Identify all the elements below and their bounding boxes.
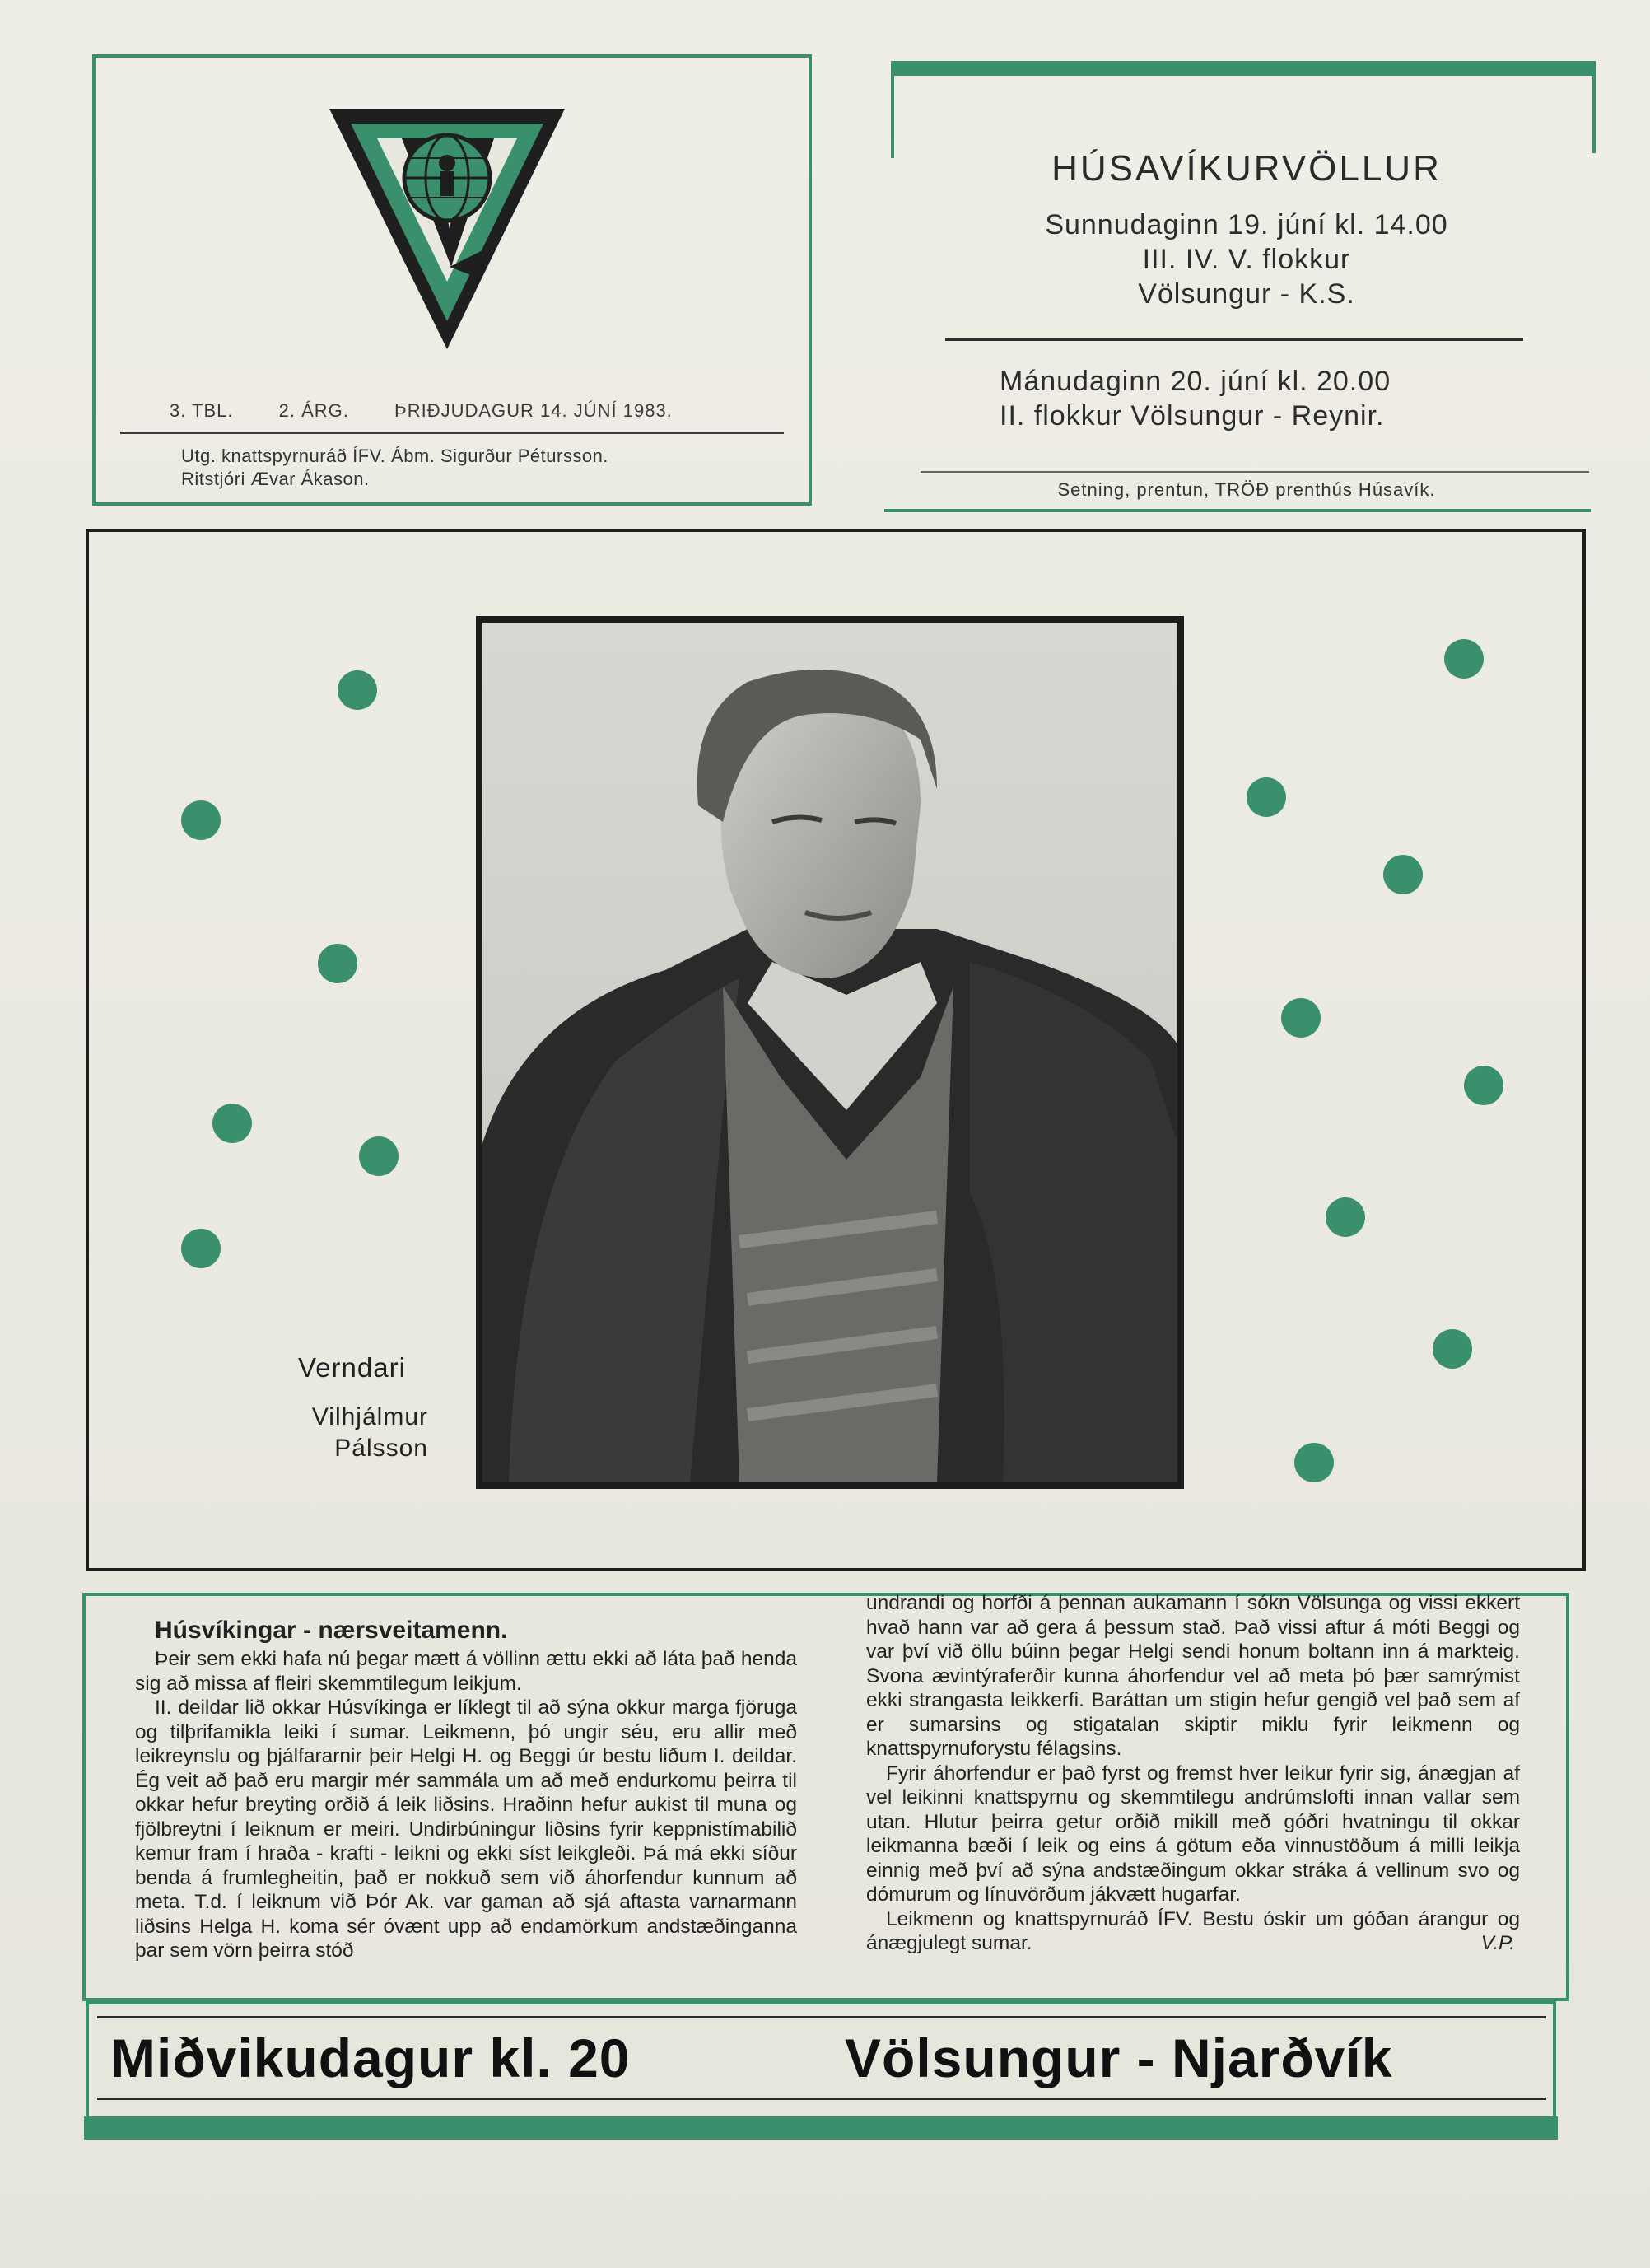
caption-title: Verndari xyxy=(298,1352,406,1383)
decorative-dot xyxy=(1444,639,1484,679)
masthead-divider xyxy=(120,432,784,434)
banner-inner xyxy=(97,2016,1546,2100)
decorative-dot xyxy=(1294,1443,1334,1482)
masthead-box xyxy=(92,54,812,506)
article-box xyxy=(82,1593,1569,2001)
article-paragraph: undrandi og horfði á þennan aukamann í sókn Völsunga og vissi ekkert hvað hann var að gera á þessum stað. Það vissi aftur á móti Beggi og var því við öllu búinn þegar Helgi sendi honum boltann inn á markteig. Svona ævintýraferðir kunna áhorfendur vel að meta þó þær samrýmist ekki strangasta leikkerfi. Baráttan um stigin hefur gengið vel það sem af er sumarsins og stigatalan skiptir miklu fyrir leikmenn og knattspyrnuforystu félagsins. xyxy=(866,1592,1520,1760)
decorative-dot xyxy=(338,670,377,710)
caption-last-name: Pálsson xyxy=(334,1435,428,1462)
article-column-2 xyxy=(866,1591,1520,1956)
article-paragraph: Fyrir áhorfendur er það fyrst og fremst hver leikur fyrir sig, ánægjan af vel leikinni knattspyrnu og skemmtilegu andrúmslofti innan vallar sem utan. Hlutur þeirra getur orðið mikill með góðri hvatningu til okkar leikmanna bæði í leik og eins á götum eða vinnustöðum á milli leikja einnig með því að sýna andstæðingum okkar stráka á vellinum svo og dómurum og línuvörðum jákvætt hugarfar. xyxy=(866,1762,1520,1906)
article-title: Húsvíkingar - nærsveitamenn. xyxy=(155,1617,508,1644)
footer-green-bar xyxy=(84,2116,1558,2140)
sunday-group: III. IV. V. flokkur xyxy=(1142,244,1351,275)
decorative-dot xyxy=(1433,1329,1472,1369)
monday-date: Mánudaginn 20. júní kl. 20.00 xyxy=(1000,366,1391,397)
portrait-photo xyxy=(476,616,1184,1489)
article-paragraph: Þeir sem ekki hafa nú þegar mætt á völlinn ættu ekki að láta það henda sig að missa af fleiri skemmtilegum leikjum. xyxy=(135,1648,797,1695)
printer-credit: Setning, prentun, TRÖÐ prenthús Húsavík. xyxy=(1057,479,1436,500)
decorative-dot xyxy=(359,1136,399,1176)
next-match-banner xyxy=(86,2001,1556,2123)
printer-divider xyxy=(921,471,1589,473)
decorative-dot xyxy=(318,944,357,983)
venue-title: HÚSAVÍKURVÖLLUR xyxy=(1051,148,1442,189)
next-match-time: Miðvikudagur kl. 20 xyxy=(110,2028,631,2088)
article-closing xyxy=(866,1907,1520,1956)
monday-schedule xyxy=(884,364,1609,433)
schedule-left-edge xyxy=(891,61,894,158)
schedule-bottom-bar xyxy=(884,509,1591,512)
issue-line xyxy=(170,400,779,422)
schedule-box xyxy=(884,58,1601,524)
article-column-1 xyxy=(135,1614,797,1963)
decorative-dot xyxy=(1326,1197,1365,1237)
sunday-schedule xyxy=(884,208,1609,311)
monday-match: II. flokkur Völsungur - Reynir. xyxy=(1000,400,1385,432)
caption-name xyxy=(247,1402,428,1464)
decorative-dot xyxy=(1281,998,1321,1038)
decorative-dot xyxy=(1464,1066,1503,1105)
schedule-divider xyxy=(945,338,1523,341)
sunday-match: Völsungur - K.S. xyxy=(1138,278,1355,310)
club-logo-icon xyxy=(326,105,568,352)
issue-number: 3. TBL. xyxy=(170,400,234,421)
decorative-dot xyxy=(1383,855,1423,894)
publisher-line: Utg. knattspyrnuráð ÍFV. Ábm. Sigurður Pétursson. xyxy=(181,446,608,466)
caption-first-name: Vilhjálmur xyxy=(311,1403,428,1430)
next-match-teams: Völsungur - Njarðvík xyxy=(845,2028,1393,2088)
publisher-info xyxy=(181,445,774,491)
issue-year: 2. ÁRG. xyxy=(278,400,349,421)
schedule-right-edge xyxy=(1592,61,1596,153)
schedule-top-bar xyxy=(891,61,1596,76)
closing-text: Leikmenn og knattspyrnuráð ÍFV. Bestu óskir um góðan árangur og ánægjulegt sumar. xyxy=(866,1907,1520,1954)
decorative-dot xyxy=(1247,777,1286,817)
decorative-dot xyxy=(181,800,221,840)
decorative-dot xyxy=(181,1229,221,1268)
issue-date: ÞRIÐJUDAGUR 14. JÚNÍ 1983. xyxy=(394,400,673,421)
article-signature: V.P. xyxy=(1480,1932,1515,1954)
sunday-date: Sunnudaginn 19. júní kl. 14.00 xyxy=(1045,209,1448,240)
article-paragraph: II. deildar lið okkar Húsvíkinga er líklegt til að sýna okkur marga fjöruga og tilþrifamikla leiki í sumar. Leikmenn, þó ungir séu, eru allir með leikreynslu og þjálfararnir þeir Helgi H. og Beggi úr bestu liðum I. deildar. Ég veit að það eru margir mér sammála um að með endurkomu þeirra til okkar hefur breyting orðið á leik liðsins. Hraðinn hefur aukist til muna og fjölbreytni í leiknum er meiri. Undirbúningur liðsins fyrir keppnistímabilið kemur fram í hraða - krafti - leikni og ekki síst leikgleði. Þá má ekki síður benda á frumlegheitin, það er nokkuð sem við áhorfendur kunnum að meta. T.d. í leiknum við Þór Ak. var gaman að sjá aftasta varnarmann liðsins Helga H. koma sér óvænt upp að endamörkum andstæðinganna þar sem vörn þeirra stóð xyxy=(135,1696,797,1962)
decorative-dot xyxy=(212,1104,252,1143)
editor-line: Ritstjóri Ævar Ákason. xyxy=(181,469,370,489)
